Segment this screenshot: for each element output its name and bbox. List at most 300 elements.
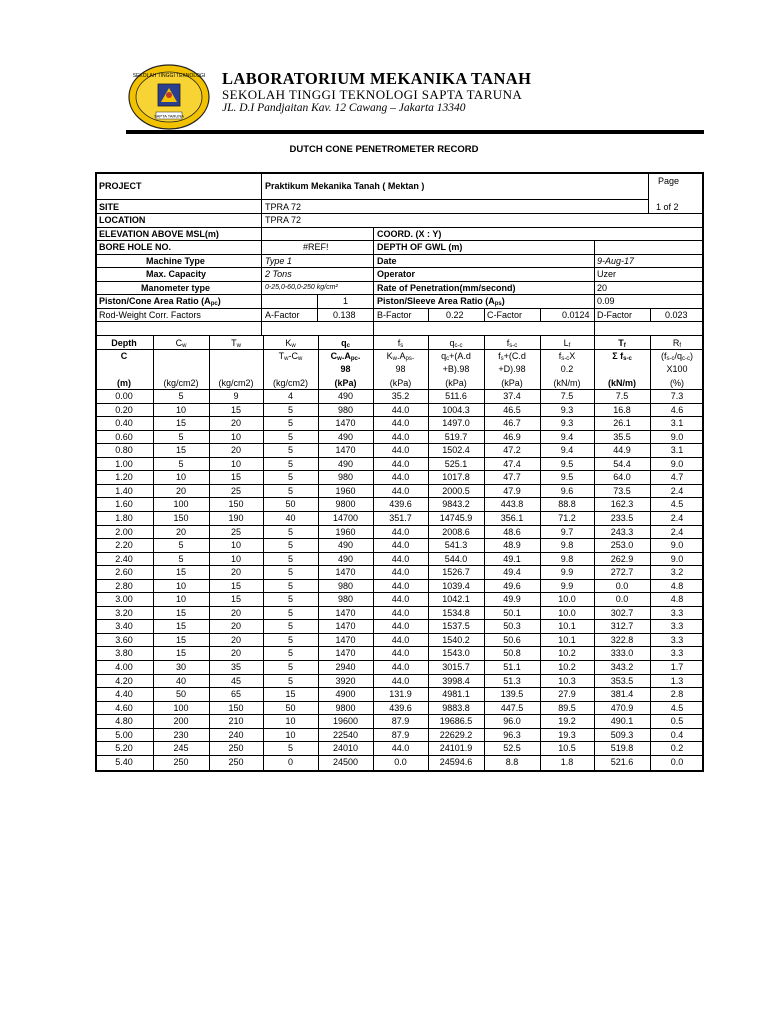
cell-2: 15 xyxy=(230,594,241,604)
cell-3: 5 xyxy=(287,540,293,550)
column-unit: (kPa) xyxy=(334,378,357,388)
cell-5: 0.0 xyxy=(394,757,407,767)
column-header-line-2: $f_s+(C.d$ xyxy=(498,351,526,362)
cell-5: 44.0 xyxy=(391,405,410,415)
cell-6: 9883.8 xyxy=(442,703,470,713)
cell-9: 253.0 xyxy=(610,540,634,550)
cell-1: 5 xyxy=(178,432,184,442)
cell-3: 5 xyxy=(287,472,293,482)
cell-3: 5 xyxy=(287,594,293,604)
cell-8: 7.5 xyxy=(560,391,574,401)
cell-7: 139.5 xyxy=(500,689,524,699)
cell-3: 5 xyxy=(287,662,293,672)
cell-0: 3.40 xyxy=(115,621,133,631)
cell-0: 1.20 xyxy=(115,472,133,482)
cell-9: 73.5 xyxy=(613,486,631,496)
rule xyxy=(594,308,595,335)
cell-10: 2.8 xyxy=(670,689,684,699)
cell-6: 1502.4 xyxy=(442,445,470,455)
cell-10: 4.5 xyxy=(670,499,684,509)
cell-9: 243.3 xyxy=(610,527,634,537)
coord-label: COORD. (X : Y) xyxy=(377,229,442,239)
column-header-line-1: Depth xyxy=(111,338,137,348)
b-factor-label: B-Factor xyxy=(377,310,412,320)
cell-8: 10.5 xyxy=(558,743,576,753)
rule xyxy=(648,172,649,213)
cell-10: 3.3 xyxy=(670,635,684,645)
cell-10: 4.8 xyxy=(670,581,684,591)
cell-8: 10.0 xyxy=(558,608,576,618)
cell-0: 0.40 xyxy=(115,418,133,428)
cell-1: 100 xyxy=(173,703,189,713)
cell-3: 5 xyxy=(287,567,293,577)
cell-3: 5 xyxy=(287,608,293,618)
cell-2: 20 xyxy=(230,567,241,577)
cell-2: 190 xyxy=(228,513,244,523)
date-value: 9-Aug-17 xyxy=(597,256,635,266)
cell-10: 4.7 xyxy=(670,472,684,482)
cell-0: 2.00 xyxy=(115,527,133,537)
cell-0: 4.80 xyxy=(115,716,133,726)
date-label: Date xyxy=(377,256,397,266)
cell-0: 3.00 xyxy=(115,594,133,604)
cell-4: 1470 xyxy=(335,567,356,577)
cell-6: 511.6 xyxy=(445,391,467,401)
cell-7: 96.0 xyxy=(503,716,521,726)
cell-7: 49.4 xyxy=(503,567,521,577)
cell-10: 3.3 xyxy=(670,648,684,658)
location-value: TPRA 72 xyxy=(265,215,302,225)
column-header-line-3: 0.2 xyxy=(560,364,574,374)
cell-3: 0 xyxy=(287,757,293,767)
column-header-line-1: $L_f$ xyxy=(563,338,571,349)
piston-sleeve-value: 0.09 xyxy=(597,296,615,306)
cell-5: 44.0 xyxy=(391,567,410,577)
cell-9: 322.8 xyxy=(610,635,634,645)
cell-6: 3015.7 xyxy=(442,662,470,672)
rule xyxy=(95,213,704,214)
cell-8: 9.8 xyxy=(560,540,574,550)
cell-5: 44.0 xyxy=(391,621,410,631)
cell-6: 541.3 xyxy=(444,540,468,550)
cell-9: 470.9 xyxy=(610,703,634,713)
cell-10: 9.0 xyxy=(670,554,684,564)
rate-label: Rate of Penetration(mm/second) xyxy=(377,283,516,293)
cell-2: 10 xyxy=(230,432,241,442)
column-unit: (kg/cm2) xyxy=(272,378,308,388)
cell-0: 5.20 xyxy=(115,743,133,753)
cell-8: 88.8 xyxy=(558,499,576,509)
cell-10: 3.3 xyxy=(670,608,684,618)
cell-1: 10 xyxy=(175,405,186,415)
cell-5: 87.9 xyxy=(391,716,410,726)
cell-4: 22540 xyxy=(332,730,359,740)
piston-cone-value: 1 xyxy=(343,296,349,306)
cell-7: 51.3 xyxy=(503,676,521,686)
column-header-line-2: $q_c+(A.d$ xyxy=(441,351,471,362)
cell-1: 15 xyxy=(175,567,186,577)
cell-5: 44.0 xyxy=(391,432,410,442)
cell-8: 19.2 xyxy=(558,716,576,726)
cell-10: 0.2 xyxy=(670,743,684,753)
cell-9: 343.2 xyxy=(610,662,634,672)
cell-2: 240 xyxy=(228,730,244,740)
cell-0: 3.20 xyxy=(115,608,133,618)
cell-6: 1526.7 xyxy=(442,567,470,577)
cell-6: 519.7 xyxy=(444,432,468,442)
cell-2: 10 xyxy=(230,554,241,564)
cell-10: 2.4 xyxy=(670,513,684,523)
cell-4: 1470 xyxy=(335,621,356,631)
cell-1: 250 xyxy=(173,757,189,767)
cell-6: 19686.5 xyxy=(439,716,473,726)
c-factor-label: C-Factor xyxy=(487,310,523,320)
cell-1: 5 xyxy=(178,459,184,469)
piston-sleeve-label: Piston/Sleeve Area Ratio $(A_{ps})$ xyxy=(377,296,505,307)
column-unit: (%) xyxy=(670,378,684,388)
cell-8: 10.0 xyxy=(558,594,576,604)
cell-0: 5.40 xyxy=(115,757,133,767)
cell-10: 9.0 xyxy=(670,432,684,442)
rod-weight-label: Rod-Weight Corr. Factors xyxy=(99,310,201,320)
cell-1: 5 xyxy=(178,540,184,550)
page-value: 1 of 2 xyxy=(656,202,679,212)
column-unit: (kPa) xyxy=(501,378,523,388)
cell-0: 1.80 xyxy=(115,513,133,523)
cell-2: 20 xyxy=(230,418,241,428)
cell-4: 2940 xyxy=(335,662,356,672)
cell-4: 490 xyxy=(337,554,354,564)
cell-2: 10 xyxy=(230,540,241,550)
cell-2: 10 xyxy=(230,459,241,469)
cell-5: 44.0 xyxy=(391,662,410,672)
rule xyxy=(650,308,651,321)
rule xyxy=(317,308,318,321)
cell-3: 5 xyxy=(287,418,293,428)
cell-10: 0.4 xyxy=(670,730,684,740)
cell-2: 15 xyxy=(230,472,241,482)
cell-2: 9 xyxy=(233,391,239,401)
cell-5: 44.0 xyxy=(391,676,410,686)
machine-type-value: Type 1 xyxy=(265,256,292,266)
bore-hole-label: BORE HOLE NO. xyxy=(99,242,172,252)
cell-7: 48.6 xyxy=(503,527,521,537)
cell-7: 47.9 xyxy=(503,486,521,496)
cell-3: 5 xyxy=(287,445,293,455)
column-header-line-2: $C_w.A_{pc}$. xyxy=(330,351,361,362)
cell-0: 5.00 xyxy=(115,730,133,740)
cell-0: 2.60 xyxy=(115,567,133,577)
cell-10: 4.5 xyxy=(670,703,684,713)
cell-9: 521.6 xyxy=(610,757,634,767)
cell-0: 0.00 xyxy=(115,391,133,401)
cell-9: 0.0 xyxy=(615,594,629,604)
cell-8: 10.2 xyxy=(558,648,576,658)
column-header-line-1: $q_c$ xyxy=(341,338,350,349)
cell-7: 48.9 xyxy=(503,540,521,550)
cell-2: 250 xyxy=(228,757,244,767)
cell-3: 5 xyxy=(287,459,293,469)
cell-3: 5 xyxy=(287,648,293,658)
cell-0: 4.60 xyxy=(115,703,133,713)
logo-top-text: SEKOLAH TINGGI TEKNOLOGI xyxy=(132,73,206,79)
cell-1: 230 xyxy=(173,730,189,740)
cell-4: 1960 xyxy=(335,527,356,537)
column-header-line-3: 98 xyxy=(340,364,351,374)
cell-4: 1470 xyxy=(335,635,356,645)
cell-10: 3.1 xyxy=(670,418,684,428)
cell-3: 5 xyxy=(287,581,293,591)
cell-0: 4.40 xyxy=(115,689,133,699)
cell-5: 44.0 xyxy=(391,445,410,455)
column-header-line-2: $K_w.A_{ps}$. xyxy=(386,351,415,362)
rule xyxy=(540,308,541,321)
d-factor-label: D-Factor xyxy=(597,310,633,320)
cell-5: 44.0 xyxy=(391,459,410,469)
cell-7: 447.5 xyxy=(500,703,524,713)
cell-10: 7.3 xyxy=(670,391,684,401)
machine-type-label: Machine Type xyxy=(146,256,205,266)
cell-8: 9.9 xyxy=(560,581,574,591)
cell-4: 1470 xyxy=(335,418,356,428)
cell-10: 4.6 xyxy=(670,405,684,415)
cell-9: 490.1 xyxy=(610,716,634,726)
cell-1: 10 xyxy=(175,594,186,604)
cell-4: 19600 xyxy=(332,716,359,726)
cell-5: 351.7 xyxy=(389,513,412,523)
cell-5: 44.0 xyxy=(391,743,410,753)
cell-8: 9.8 xyxy=(560,554,574,564)
cell-10: 2.4 xyxy=(670,486,684,496)
max-capacity-label: Max. Capacity xyxy=(146,269,207,279)
a-factor-value: 0.138 xyxy=(333,310,356,320)
cell-9: 353.5 xyxy=(610,676,634,686)
location-label: LOCATION xyxy=(99,215,146,225)
header-divider xyxy=(126,130,704,134)
cell-3: 5 xyxy=(287,405,293,415)
column-header-line-2: Σ $f_{s-c}$ xyxy=(612,351,632,362)
cell-0: 1.40 xyxy=(115,486,133,496)
column-unit: (kg/cm2) xyxy=(163,378,199,388)
cell-7: 443.8 xyxy=(500,499,524,509)
cell-7: 356.1 xyxy=(500,513,524,523)
column-unit: (kg/cm2) xyxy=(218,378,254,388)
cell-2: 20 xyxy=(230,621,241,631)
cell-10: 1.3 xyxy=(670,676,684,686)
cell-2: 25 xyxy=(230,527,241,537)
column-header-line-1: $T_f$ xyxy=(618,338,626,349)
cell-4: 3920 xyxy=(335,676,356,686)
cell-9: 54.4 xyxy=(613,459,631,469)
cell-2: 20 xyxy=(230,445,241,455)
rule xyxy=(373,227,374,321)
cell-0: 4.20 xyxy=(115,676,133,686)
cell-2: 20 xyxy=(230,635,241,645)
cell-5: 44.0 xyxy=(391,635,410,645)
cell-8: 9.9 xyxy=(560,567,574,577)
cell-8: 1.8 xyxy=(560,757,574,767)
cell-6: 525.1 xyxy=(444,459,468,469)
cell-1: 200 xyxy=(173,716,189,726)
cell-6: 24594.6 xyxy=(439,757,473,767)
cell-4: 490 xyxy=(337,391,354,401)
column-header-line-1: $q_{c-c}$ xyxy=(449,338,463,349)
cell-6: 4981.1 xyxy=(442,689,470,699)
cell-6: 1543.0 xyxy=(442,648,470,658)
cell-3: 5 xyxy=(287,635,293,645)
cell-1: 100 xyxy=(173,499,189,509)
cell-10: 0.5 xyxy=(670,716,684,726)
column-header-line-1: $f_{s-c}$ xyxy=(506,338,518,349)
column-unit: (kN/m) xyxy=(553,378,581,388)
cell-4: 1470 xyxy=(335,445,356,455)
cell-2: 210 xyxy=(228,716,244,726)
cell-4: 490 xyxy=(337,432,354,442)
cell-5: 44.0 xyxy=(391,472,410,482)
cell-5: 439.6 xyxy=(389,499,412,509)
cell-8: 9.7 xyxy=(560,527,574,537)
cell-7: 46.5 xyxy=(503,405,521,415)
cell-7: 50.1 xyxy=(503,608,521,618)
column-unit: (m) xyxy=(117,378,131,388)
column-header-line-3: 98 xyxy=(395,364,406,374)
manometer-value: 0-25,0-60,0-250 kg/cm² xyxy=(265,284,338,291)
cell-3: 5 xyxy=(287,527,293,537)
cell-2: 15 xyxy=(230,405,241,415)
cell-5: 44.0 xyxy=(391,486,410,496)
cell-7: 47.4 xyxy=(503,459,521,469)
cell-6: 1017.8 xyxy=(442,472,470,482)
column-header-line-2: $(f_{s-c}/q_{c-c})$ xyxy=(660,351,693,362)
cell-8: 9.3 xyxy=(560,418,574,428)
cell-6: 1039.4 xyxy=(442,581,470,591)
cell-9: 272.7 xyxy=(610,567,634,577)
cell-5: 131.9 xyxy=(389,689,412,699)
rule xyxy=(373,308,374,335)
cell-6: 2008.6 xyxy=(442,527,470,537)
cell-8: 71.2 xyxy=(558,513,576,523)
column-header-line-2: C xyxy=(120,351,128,361)
manometer-label: Manometer type xyxy=(141,283,211,293)
cell-9: 64.0 xyxy=(613,472,631,482)
cell-8: 9.6 xyxy=(560,486,574,496)
cell-8: 9.4 xyxy=(560,445,574,455)
cell-3: 10 xyxy=(285,716,296,726)
cell-8: 9.3 xyxy=(560,405,574,415)
cell-1: 5 xyxy=(178,391,184,401)
cell-2: 35 xyxy=(230,662,241,672)
cell-9: 262.9 xyxy=(610,554,634,564)
cell-5: 44.0 xyxy=(391,527,410,537)
cell-10: 1.7 xyxy=(670,662,684,672)
cell-10: 3.2 xyxy=(670,567,684,577)
cell-2: 150 xyxy=(228,499,244,509)
cell-3: 15 xyxy=(285,689,296,699)
cell-7: 37.4 xyxy=(503,391,521,401)
cell-0: 3.80 xyxy=(115,648,133,658)
cell-0: 2.20 xyxy=(115,540,133,550)
cell-0: 2.80 xyxy=(115,581,133,591)
cell-3: 50 xyxy=(285,499,296,509)
cell-1: 15 xyxy=(175,648,186,658)
cell-6: 544.0 xyxy=(444,554,468,564)
piston-cone-label: Piston/Cone Area Ratio $(A_{pc})$ xyxy=(99,296,221,307)
cell-6: 3998.4 xyxy=(442,676,470,686)
cell-1: 40 xyxy=(175,676,186,686)
cell-0: 2.40 xyxy=(115,554,133,564)
cell-6: 14745.9 xyxy=(439,513,473,523)
cell-7: 51.1 xyxy=(503,662,521,672)
cell-10: 0.0 xyxy=(670,757,684,767)
project-value: Praktikum Mekanika Tanah ( Mektan ) xyxy=(265,181,425,191)
cell-1: 50 xyxy=(175,689,186,699)
cell-4: 14700 xyxy=(332,513,359,523)
institution-name: SEKOLAH TINGGI TEKNOLOGI SAPTA TARUNA xyxy=(222,87,523,102)
cell-3: 5 xyxy=(287,432,293,442)
cell-2: 20 xyxy=(230,608,241,618)
cell-4: 980 xyxy=(337,581,354,591)
cell-7: 50.8 xyxy=(503,648,521,658)
cell-4: 1470 xyxy=(335,608,356,618)
column-header-line-2: $T_w-C_w$ xyxy=(278,351,303,362)
cell-5: 44.0 xyxy=(391,594,410,604)
cell-9: 519.8 xyxy=(610,743,634,753)
cell-4: 1960 xyxy=(335,486,356,496)
cell-4: 4900 xyxy=(335,689,356,699)
c-factor-value: 0.0124 xyxy=(562,310,590,320)
cell-10: 9.0 xyxy=(670,540,684,550)
column-header-line-3: +D).98 xyxy=(498,364,526,374)
column-header-line-3: X100 xyxy=(666,364,688,374)
cell-4: 980 xyxy=(337,405,354,415)
column-unit: (kPa) xyxy=(389,378,412,388)
cell-3: 4 xyxy=(287,391,293,401)
cell-7: 49.6 xyxy=(503,581,521,591)
column-unit: (kPa) xyxy=(445,378,467,388)
cell-7: 47.2 xyxy=(503,445,521,455)
cell-1: 20 xyxy=(175,486,186,496)
elevation-label: ELEVATION ABOVE MSL(m) xyxy=(99,229,219,239)
column-header-line-2: $f_{s-c}X$ xyxy=(558,351,576,362)
cell-6: 2000.5 xyxy=(442,486,470,496)
cell-0: 0.20 xyxy=(115,405,133,415)
cell-8: 9.4 xyxy=(560,432,574,442)
a-factor-label: A-Factor xyxy=(265,310,300,320)
rate-value: 20 xyxy=(597,283,608,293)
cell-9: 162.3 xyxy=(610,499,634,509)
cell-2: 15 xyxy=(230,581,241,591)
cell-7: 49.1 xyxy=(503,554,521,564)
college-logo xyxy=(128,64,210,130)
cell-6: 1497.0 xyxy=(442,418,470,428)
cell-5: 87.9 xyxy=(391,730,410,740)
d-factor-value: 0.023 xyxy=(665,310,688,320)
lab-title: LABORATORIUM MEKANIKA TANAH xyxy=(222,69,532,88)
cell-8: 9.5 xyxy=(560,459,574,469)
cell-8: 10.1 xyxy=(558,635,576,645)
cell-7: 46.7 xyxy=(503,418,521,428)
document-title: DUTCH CONE PENETROMETER RECORD xyxy=(289,144,479,155)
cell-3: 5 xyxy=(287,743,293,753)
gwl-label: DEPTH OF GWL (m) xyxy=(377,242,463,252)
cell-2: 250 xyxy=(228,743,244,753)
cell-3: 10 xyxy=(285,730,296,740)
column-header-line-1: $T_w$ xyxy=(231,338,241,349)
cell-6: 1004.3 xyxy=(442,405,470,415)
cell-6: 22629.2 xyxy=(439,730,473,740)
cell-2: 150 xyxy=(228,703,244,713)
cell-7: 50.6 xyxy=(503,635,521,645)
